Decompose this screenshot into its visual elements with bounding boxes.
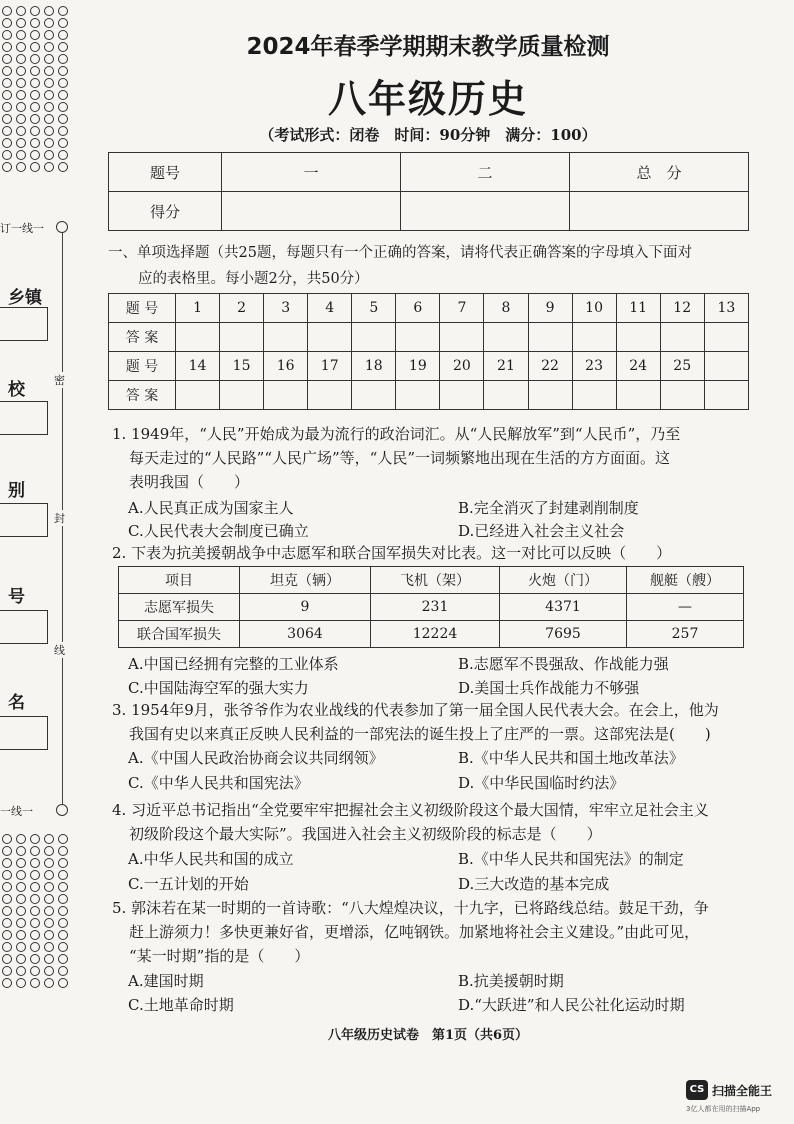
label-township: 乡镇: [8, 288, 42, 308]
question-text: 4. 习近平总书记指出“全党要牢牢把握社会主义初级阶段这个最大国情，牢牢立足社会主义: [112, 801, 709, 819]
q4-option-d[interactable]: D.三大改造的基本完成: [458, 875, 610, 893]
answer-num: 13: [704, 294, 748, 323]
answer-num: 18: [352, 352, 396, 381]
answer-num: 23: [572, 352, 616, 381]
loss-cell: 4371: [500, 594, 627, 621]
answer-num: 22: [528, 352, 572, 381]
answer-cell[interactable]: [616, 323, 660, 352]
question-2: [112, 541, 762, 565]
loss-table: [118, 566, 744, 648]
answer-row-label: 答 案: [109, 323, 176, 352]
answer-cell[interactable]: [528, 381, 572, 410]
answer-num: 4: [308, 294, 352, 323]
loss-header-cell: 飞机（架）: [371, 567, 500, 594]
answer-row-label: 题 号: [109, 352, 176, 381]
label-name: 名: [8, 693, 25, 713]
score-value-row: [109, 192, 749, 231]
q5-option-c[interactable]: C.土地革命时期: [128, 996, 234, 1014]
answer-num: 19: [396, 352, 440, 381]
answer-num: 6: [396, 294, 440, 323]
loss-cell: 志愿军损失: [119, 594, 240, 621]
answer-cell[interactable]: [572, 381, 616, 410]
q5-option-a[interactable]: A.建国时期: [128, 972, 204, 990]
township-field[interactable]: [0, 307, 48, 341]
question-text: 5. 郭沫若在某一时期的一首诗歌：“八大煌煌决议，十九字，已将路线总结。鼓足干劲，争: [112, 899, 709, 917]
q2-option-c[interactable]: C.中国陆海空军的强大实力: [128, 679, 309, 697]
answer-num: 7: [440, 294, 484, 323]
q4-option-a[interactable]: A.中华人民共和国的成立: [128, 850, 294, 868]
answer-row-label: 答 案: [109, 381, 176, 410]
q1-option-b[interactable]: B.完全消灭了封建剥削制度: [458, 499, 639, 517]
cs-logo-icon: CS: [686, 1080, 708, 1100]
table-row: [109, 352, 749, 381]
score-cell: 一: [222, 153, 401, 192]
seal-ring-top: [56, 221, 68, 233]
table-row: [109, 323, 749, 352]
score-cell: 二: [401, 153, 570, 192]
answer-cell[interactable]: [352, 381, 396, 410]
score-input-cell[interactable]: [222, 192, 401, 231]
answer-cell[interactable]: [220, 381, 264, 410]
number-field[interactable]: [0, 610, 48, 644]
loss-cell: 3064: [240, 621, 371, 648]
question-text: 表明我国（ ）: [129, 473, 250, 491]
q3-option-b[interactable]: B.《中华人民共和国土地改革法》: [458, 749, 684, 767]
answer-cell[interactable]: [352, 323, 396, 352]
label-school: 校: [8, 380, 25, 400]
q4-option-b[interactable]: B.《中华人民共和国宪法》的制定: [458, 850, 684, 868]
answer-cell[interactable]: [440, 381, 484, 410]
dot-grid-top: [2, 6, 70, 172]
question-text: 每天走过的“人民路”“人民广场”等，“人民”一词频繁地出现在生活的方方面面。这: [129, 449, 671, 467]
section-one-line: 一、单项选择题（共25题，每题只有一个正确的答案，请将代表正确答案的字母填入下面对: [108, 245, 692, 261]
q5-option-b[interactable]: B.抗美援朝时期: [458, 972, 564, 990]
q1-option-d[interactable]: D.已经进入社会主义社会: [458, 522, 625, 540]
question-text: 我国有史以来真正反映人民利益的一部宪法的诞生投上了庄严的一票。这部宪法是( ): [129, 725, 711, 743]
answer-cell[interactable]: [176, 323, 220, 352]
loss-header-cell: 项目: [119, 567, 240, 594]
question-3: [112, 698, 762, 746]
answer-cell[interactable]: [616, 381, 660, 410]
q2-option-b[interactable]: B.志愿军不畏强敌、作战能力强: [458, 655, 669, 673]
q3-option-c[interactable]: C.《中华人民共和国宪法》: [128, 774, 309, 792]
score-table: [108, 152, 749, 231]
answer-cell[interactable]: [704, 323, 748, 352]
answer-cell[interactable]: [528, 323, 572, 352]
q5-option-d[interactable]: D.“大跃进”和人民公社化运动时期: [458, 996, 685, 1014]
table-row: [119, 567, 744, 594]
score-cell: 得分: [109, 192, 222, 231]
answer-cell[interactable]: [660, 323, 704, 352]
question-1: [112, 422, 762, 494]
answer-table: [108, 293, 749, 410]
q1-option-c[interactable]: C.人民代表大会制度已确立: [128, 522, 309, 540]
answer-num: 8: [484, 294, 528, 323]
answer-cell[interactable]: [264, 381, 308, 410]
section-one-line: 应的表格里。每小题2分，共50分）: [138, 271, 369, 287]
q3-option-a[interactable]: A.《中国人民政治协商会议共同纲领》: [128, 749, 384, 767]
table-row: [119, 594, 744, 621]
watermark-name: 扫描全能王: [712, 1084, 773, 1098]
answer-num: 2: [220, 294, 264, 323]
answer-cell[interactable]: [440, 323, 484, 352]
q2-option-d[interactable]: D.美国士兵作战能力不够强: [458, 679, 640, 697]
q2-option-a[interactable]: A.中国已经拥有完整的工业体系: [128, 655, 339, 673]
answer-cell[interactable]: [308, 323, 352, 352]
label-number: 号: [8, 587, 25, 607]
loss-cell: —: [627, 594, 744, 621]
subject-title: 八年级历史: [327, 76, 528, 121]
answer-cell[interactable]: [220, 323, 264, 352]
answer-num: 15: [220, 352, 264, 381]
label-class: 别: [8, 481, 25, 501]
answer-cell[interactable]: [308, 381, 352, 410]
answer-num: 1: [176, 294, 220, 323]
loss-cell: 联合国军损失: [119, 621, 240, 648]
seal-char-mi: 密: [54, 374, 65, 387]
section-one-heading: [108, 240, 758, 292]
q4-option-c[interactable]: C.一五计划的开始: [128, 875, 249, 893]
score-cell: 总 分: [570, 153, 749, 192]
question-text: 3. 1954年9月，张爷爷作为农业战线的代表参加了第一届全国人民代表大会。在会上，他为: [112, 701, 719, 719]
answer-num: [704, 352, 748, 381]
answer-num: 11: [616, 294, 660, 323]
answer-num: 17: [308, 352, 352, 381]
seal-line-bottom-label: 一线一: [0, 805, 33, 818]
class-field[interactable]: [0, 503, 48, 537]
table-row: [109, 294, 749, 323]
table-row: [119, 621, 744, 648]
answer-num: 16: [264, 352, 308, 381]
question-text: 初级阶段这个最大实际”。我国进入社会主义初级阶段的标志是（ ）: [129, 825, 602, 843]
q3-option-d[interactable]: D.《中华民国临时约法》: [458, 774, 625, 792]
score-input-cell[interactable]: [401, 192, 570, 231]
answer-cell[interactable]: [396, 381, 440, 410]
question-text: 1. 1949年，“人民”开始成为最为流行的政治词汇。从“人民解放军”到“人民币”，乃至: [112, 425, 681, 443]
loss-header-cell: 坦克（辆）: [240, 567, 371, 594]
answer-cell[interactable]: [484, 323, 528, 352]
exam-title: 2024年春季学期期末教学质量检测: [246, 34, 610, 60]
exam-info: （考试形式：闭卷 时间：90分钟 满分：100）: [259, 126, 597, 144]
q1-option-a[interactable]: A.人民真正成为国家主人: [128, 499, 294, 517]
binding-margin: [0, 0, 105, 1124]
dot-grid-bottom: [2, 834, 70, 988]
answer-num: 20: [440, 352, 484, 381]
answer-num: 5: [352, 294, 396, 323]
score-input-cell[interactable]: [570, 192, 749, 231]
score-header-row: [109, 153, 749, 192]
loss-cell: 7695: [500, 621, 627, 648]
loss-header-cell: 火炮（门）: [500, 567, 627, 594]
name-field[interactable]: [0, 716, 48, 750]
answer-cell[interactable]: [176, 381, 220, 410]
watermark-subtitle: 3亿人都在用的扫描App: [686, 1105, 761, 1113]
answer-num: 24: [616, 352, 660, 381]
answer-cell[interactable]: [660, 381, 704, 410]
seal-char-xian: 线: [54, 644, 65, 657]
seal-ring-bottom: [56, 804, 68, 816]
answer-num: 9: [528, 294, 572, 323]
loss-cell: 12224: [371, 621, 500, 648]
page-footer: 八年级历史试卷 第1页（共6页）: [327, 1028, 529, 1043]
loss-cell: 257: [627, 621, 744, 648]
answer-num: 3: [264, 294, 308, 323]
seal-line-top-label: 订一线一: [0, 222, 44, 235]
answer-cell[interactable]: [484, 381, 528, 410]
question-4: [112, 798, 762, 846]
question-text: “某一时期”指的是（ ）: [129, 947, 310, 965]
answer-row-label: 题 号: [109, 294, 176, 323]
answer-num: 12: [660, 294, 704, 323]
question-text: 赶上游须力！多快更兼好省，更增添，亿吨钢铁。加紧地将社会主义建设。”由此可见，: [129, 923, 700, 941]
answer-num: 10: [572, 294, 616, 323]
loss-cell: 231: [371, 594, 500, 621]
answer-cell[interactable]: [264, 323, 308, 352]
school-field[interactable]: [0, 401, 48, 435]
loss-cell: 9: [240, 594, 371, 621]
score-cell: 题号: [109, 153, 222, 192]
seal-char-feng: 封: [54, 512, 65, 525]
table-row: [109, 381, 749, 410]
answer-num: 21: [484, 352, 528, 381]
answer-cell[interactable]: [704, 381, 748, 410]
answer-num: 14: [176, 352, 220, 381]
answer-num: 25: [660, 352, 704, 381]
answer-cell[interactable]: [396, 323, 440, 352]
question-text: 2. 下表为抗美援朝战争中志愿军和联合国军损失对比表。这一对比可以反映（ ）: [112, 544, 672, 562]
loss-header-cell: 舰艇（艘）: [627, 567, 744, 594]
question-5: [112, 896, 762, 968]
answer-cell[interactable]: [572, 323, 616, 352]
